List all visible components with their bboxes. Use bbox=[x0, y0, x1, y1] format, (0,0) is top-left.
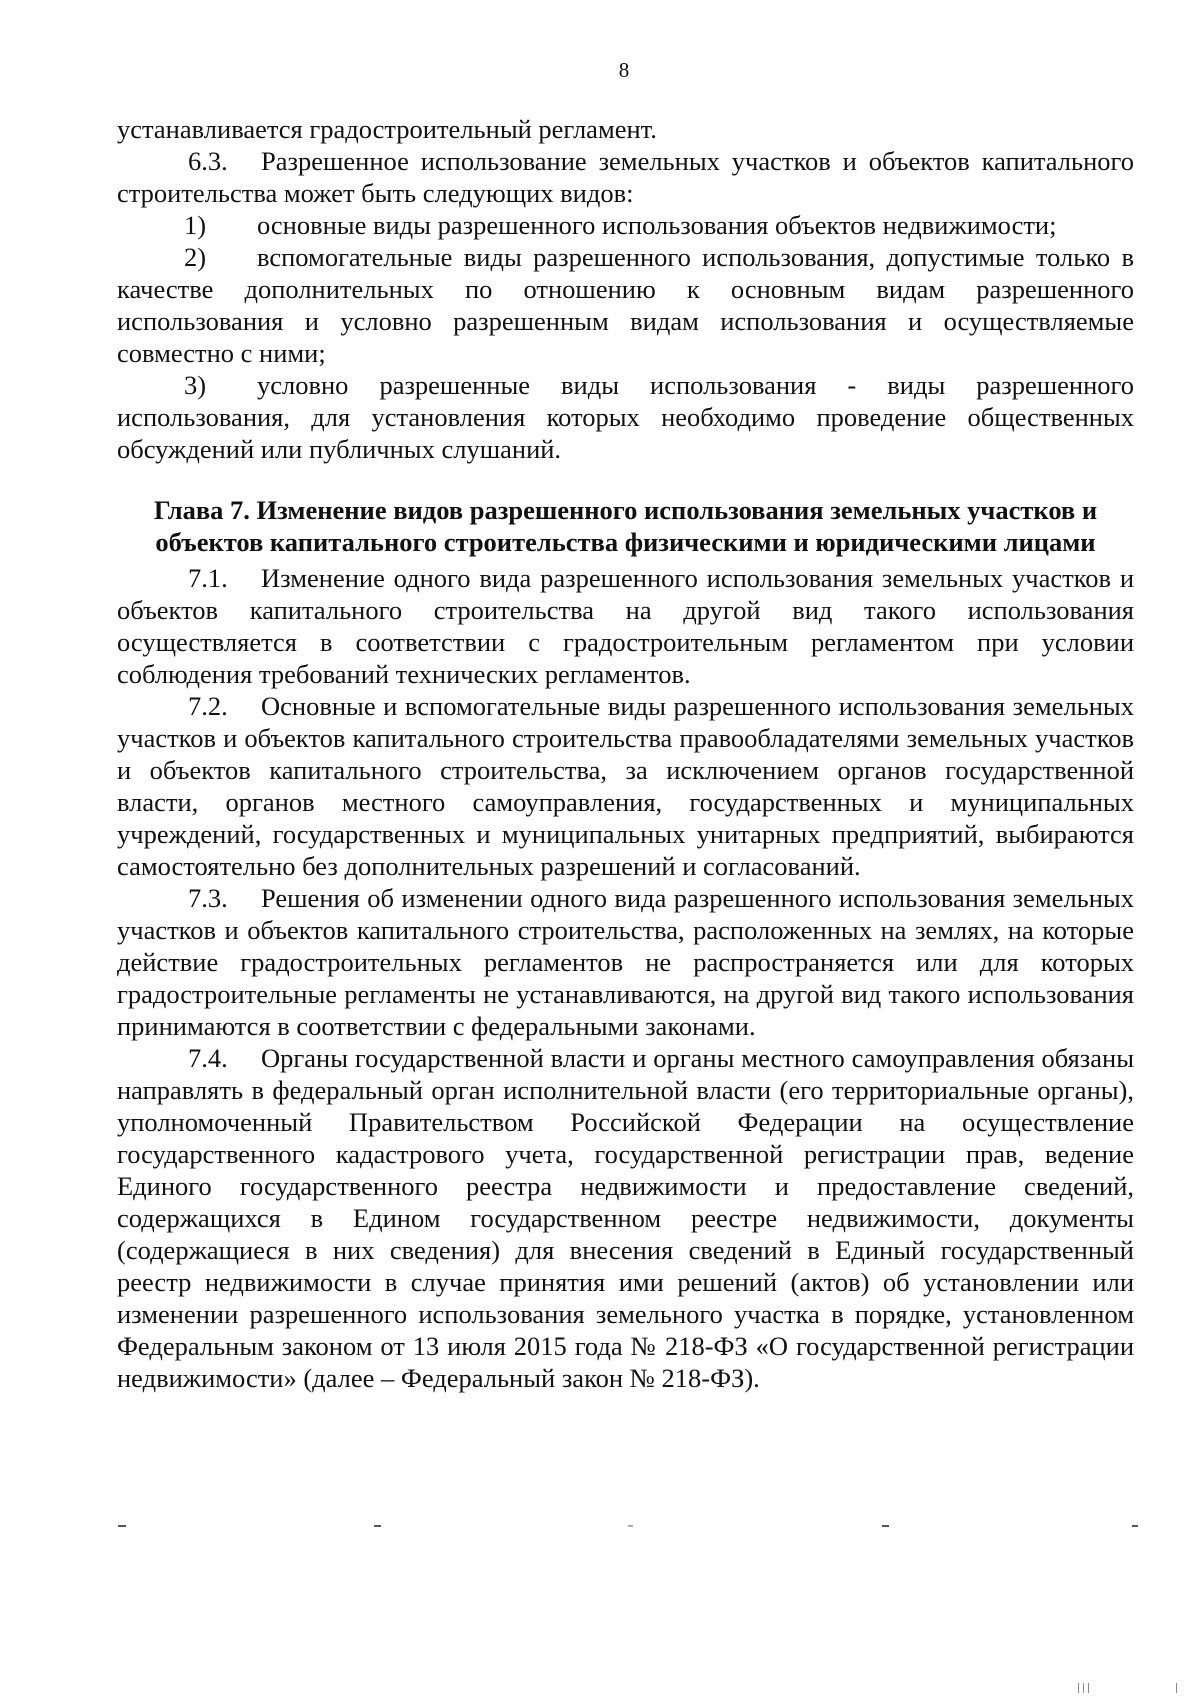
scan-mark bbox=[628, 1525, 633, 1527]
section-text: Органы государственной власти и органы местного самоуправления обязаны направлять в федеральный орган исполнительной власти (его территориальные органы), уполномоченный Правительством Российской Федерации на осуществление государственного кадастрового учета, государственной регистрации прав, ведение Единого государственного реестра недвижимости и предоставление сведений, содержащихся в Едином государственном реестре недвижимости, документы (содержащиеся в них сведения) для внесения сведений в Единый государственный реестр недвижимости в случае принятия ими решений (актов) об установлении или изменении разрешенного использования земельного участка в порядке, установленном Федеральным законом от 13 июля 2015 года № 218-ФЗ «О государственной регистрации недвижимости» (далее – Федеральный закон № 218-ФЗ). bbox=[117, 1043, 1134, 1393]
intro-line: устанавливается градостроительный регламент. bbox=[117, 114, 657, 144]
section-number: 7.2. bbox=[188, 691, 228, 721]
list-item-2 bbox=[117, 241, 1134, 369]
section-text: Разрешенное использование земельных участков и объектов капитального строительства может быть следующих видов: bbox=[117, 146, 1134, 208]
section-6-3 bbox=[117, 145, 1134, 209]
chapter-title-line-2: объектов капитального строительства физическими и юридическими лицами bbox=[155, 527, 1096, 557]
list-item-1 bbox=[117, 209, 1134, 241]
list-item-number: 1) bbox=[184, 210, 207, 240]
section-text: Изменение одного вида разрешенного использования земельных участков и объектов капитального строительства на другой вид такого использования осуществляется в соответствии с градостроительным регламентом при условии соблюдения требований технических регламентов. bbox=[117, 563, 1134, 689]
scan-mark bbox=[374, 1525, 381, 1527]
section-text: Основные и вспомогательные виды разрешенного использования земельных участков и объектов капитального строительства правообладателями земельных участков и объектов капитального строительства, за исключением органов государственной власти, органов местного самоуправления, государственных и муниципальных учреждений, государственных и муниципальных унитарных предприятий, выбираются самостоятельно без дополнительных разрешений и согласований. bbox=[117, 691, 1134, 881]
list-item-text: вспомогательные виды разрешенного использования, допустимые только в качестве дополнительных по отношению к основным видам разрешенного использования и условно разрешенным видам использования и осуществляемые совместно с ними; bbox=[117, 242, 1134, 368]
list-item-number: 3) bbox=[184, 370, 207, 400]
chapter-title-line-1: Глава 7. Изменение видов разрешенного использования земельных участков и bbox=[153, 495, 1098, 525]
page-number: 8 bbox=[618, 58, 630, 82]
section-7-1 bbox=[117, 562, 1134, 690]
scan-mark bbox=[1083, 1683, 1084, 1693]
document-body bbox=[117, 113, 1134, 1394]
section-number: 7.3. bbox=[188, 883, 228, 913]
scan-mark bbox=[1132, 1525, 1138, 1527]
scan-mark bbox=[118, 1525, 126, 1527]
scan-mark bbox=[1078, 1683, 1079, 1693]
section-number: 6.3. bbox=[188, 146, 228, 176]
chapter-title bbox=[117, 494, 1134, 558]
scan-mark bbox=[882, 1525, 889, 1527]
section-7-4 bbox=[117, 1042, 1134, 1394]
section-7-3 bbox=[117, 882, 1134, 1042]
list-item-text: основные виды разрешенного использования объектов недвижимости; bbox=[257, 210, 1057, 240]
scan-mark bbox=[1088, 1683, 1089, 1693]
scan-mark bbox=[1176, 1683, 1177, 1693]
list-item-number: 2) bbox=[184, 242, 207, 272]
section-text: Решения об изменении одного вида разрешенного использования земельных участков и объектов капитального строительства, расположенных на землях, на которые действие градостроительных регламентов не распространяется или для которых градостроительные регламенты не устанавливаются, на другой вид такого использования принимаются в соответствии с федеральными законами. bbox=[117, 883, 1134, 1041]
list-item-text: условно разрешенные виды использования - виды разрешенного использования, для установления которых необходимо проведение общественных обсуждений или публичных слушаний. bbox=[117, 370, 1134, 464]
list-item-3 bbox=[117, 369, 1134, 465]
section-number: 7.1. bbox=[188, 563, 228, 593]
section-7-2 bbox=[117, 690, 1134, 882]
section-number: 7.4. bbox=[188, 1043, 228, 1073]
